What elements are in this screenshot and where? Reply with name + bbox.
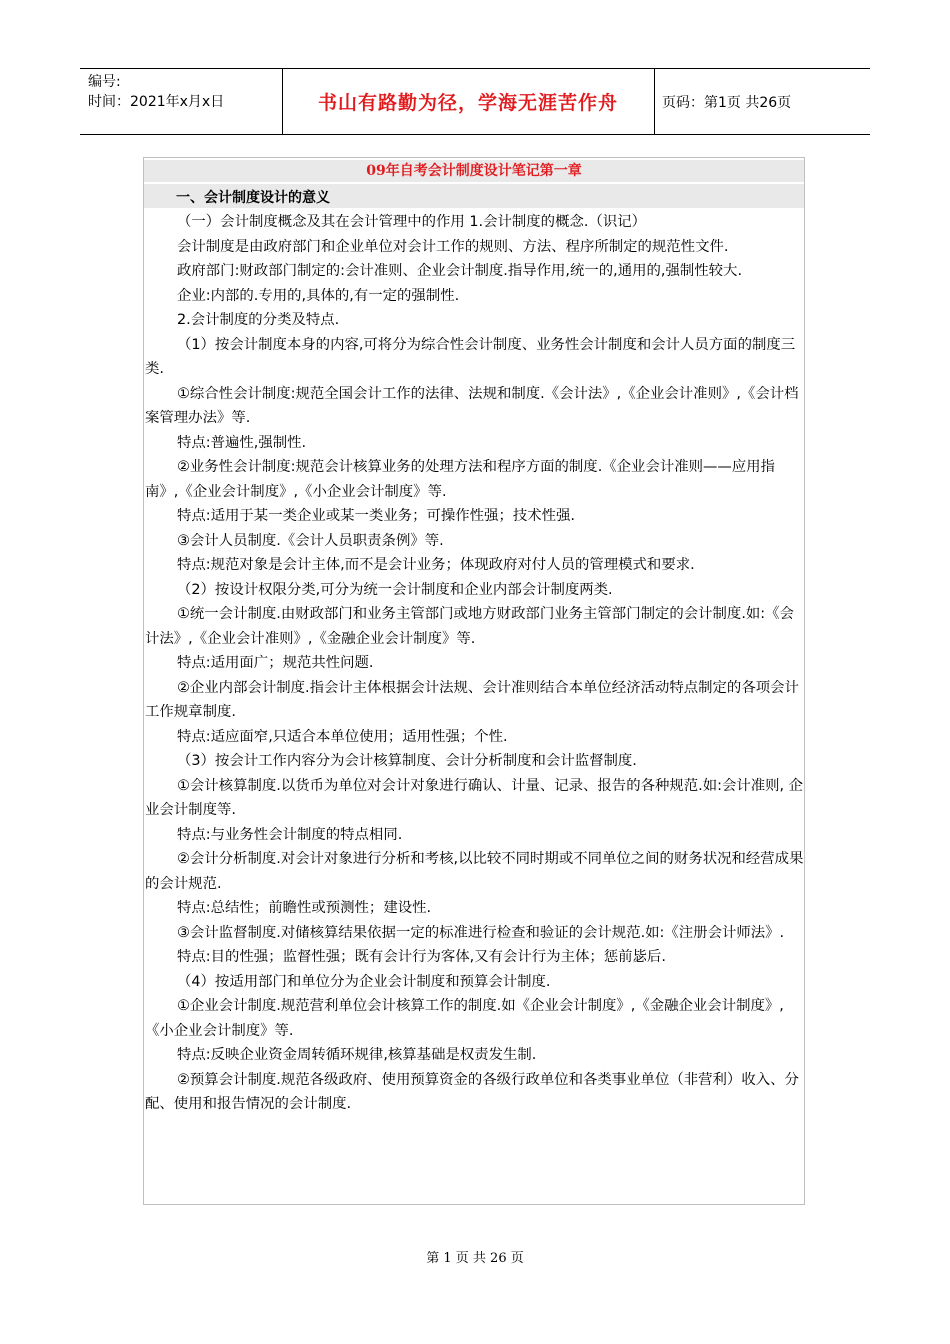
paragraph: 特点:与业务性会计制度的特点相同. xyxy=(177,826,403,843)
paragraph: 特点:反映企业资金周转循环规律,核算基础是权责发生制. xyxy=(177,1047,537,1063)
paragraph: 政府部门:财政部门制定的:会计准则、企业会计制度.指导作用,统一的,通用的,强制性较大. xyxy=(177,263,743,279)
paragraph: 特点:适用面广；规范共性问题. xyxy=(177,655,374,671)
paragraph: 企业:内部的.专用的,具体的,有一定的强制性. xyxy=(177,287,460,304)
page-footer: 第 1 页 共 26 页 xyxy=(426,1251,524,1266)
header-motto: 书山有路勤为径，学海无涯苦作舟 xyxy=(317,92,618,114)
paragraph: ②企业内部会计制度.指会计主体根据会计法规、会计准则结合本单位经济活动特点制定的各项会计工作规章制度. xyxy=(145,679,799,720)
section-heading-row xyxy=(144,184,804,208)
document-title: 09年自考会计制度设计笔记第一章 xyxy=(144,160,804,182)
paragraph: ③会计人员制度.《会计人员职责条例》等. xyxy=(177,532,444,549)
header-number-label: 编号: xyxy=(88,74,121,90)
paragraph: 特点:适用于某一类企业或某一类业务；可操作性强；技术性强. xyxy=(177,508,575,524)
paragraph: 特点:规范对象是会计主体,而不是会计业务；体现政府对付人员的管理模式和要求. xyxy=(177,557,695,573)
paragraph: （1）按会计制度本身的内容,可将分为综合性会计制度、业务性会计制度和会计人员方面的制度三类. xyxy=(145,336,796,377)
paragraph: ②预算会计制度.规范各级政府、使用预算资金的各级行政单位和各类事业单位（非营利）收入、分配、使用和报告情况的会计制度. xyxy=(145,1071,799,1112)
paragraph: （一）会计制度概念及其在会计管理中的作用 1.会计制度的概念.（识记） xyxy=(177,214,646,230)
paragraph: ①综合性会计制度:规范全国会计工作的法律、法规和制度.《会计法》,《企业会计准则》,《会计档案管理办法》等. xyxy=(145,385,799,426)
paragraph: 特点:目的性强；监督性强；既有会计行为客体,又有会计行为主体；惩前毖后. xyxy=(177,949,666,965)
paragraph: 2.会计制度的分类及特点. xyxy=(177,312,340,328)
paragraph: ②业务性会计制度:规范会计核算业务的处理方法和程序方面的制度.《企业会计准则——应用指南》,《企业会计制度》,《小企业会计制度》等. xyxy=(145,459,775,500)
paragraph: 特点:总结性；前瞻性或预测性；建设性. xyxy=(177,900,432,916)
paragraph: ①会计核算制度.以货币为单位对会计对象进行确认、计量、记录、报告的各种规范.如:会计准则, 企业会计制度等. xyxy=(145,777,804,818)
paragraph: ②会计分析制度.对会计对象进行分析和考核,以比较不同时期或不同单位之间的财务状况和经营成果的会计规范. xyxy=(145,851,804,892)
paragraph: ①企业会计制度.规范营利单位会计核算工作的制度.如《企业会计制度》,《金融企业会计制度》,《小企业会计制度》等. xyxy=(145,998,784,1039)
document-body xyxy=(145,210,805,1117)
header-date-label: 时间：2021年x月x日 xyxy=(88,94,225,110)
paragraph: （4）按适用部门和单位分为企业会计制度和预算会计制度. xyxy=(177,973,551,990)
paragraph: 特点:普遍性,强制性. xyxy=(177,434,307,451)
paragraph: 会计制度是由政府部门和企业单位对会计工作的规则、方法、程序所制定的规范性文件. xyxy=(177,238,729,255)
paragraph: 特点:适应面窄,只适合本单位使用；适用性强；个性. xyxy=(177,728,508,745)
header-meta xyxy=(88,72,224,112)
header-divider-right xyxy=(654,68,655,135)
paragraph: （2）按设计权限分类,可分为统一会计制度和企业内部会计制度两类. xyxy=(177,581,613,598)
paragraph: ①统一会计制度.由财政部门和业务主管部门或地方财政部门业务主管部门制定的会计制度.如:《会计法》,《企业会计准则》,《金融企业会计制度》等. xyxy=(145,606,794,647)
section-heading: 一、会计制度设计的意义 xyxy=(176,190,330,206)
paragraph: （3）按会计工作内容分为会计核算制度、会计分析制度和会计监督制度. xyxy=(177,753,637,769)
header-page-info: 页码：第1页 共26页 xyxy=(662,94,792,111)
paragraph: ③会计监督制度.对储核算结果依据一定的标准进行检查和验证的会计规范.如:《注册会计师法》. xyxy=(177,924,785,941)
